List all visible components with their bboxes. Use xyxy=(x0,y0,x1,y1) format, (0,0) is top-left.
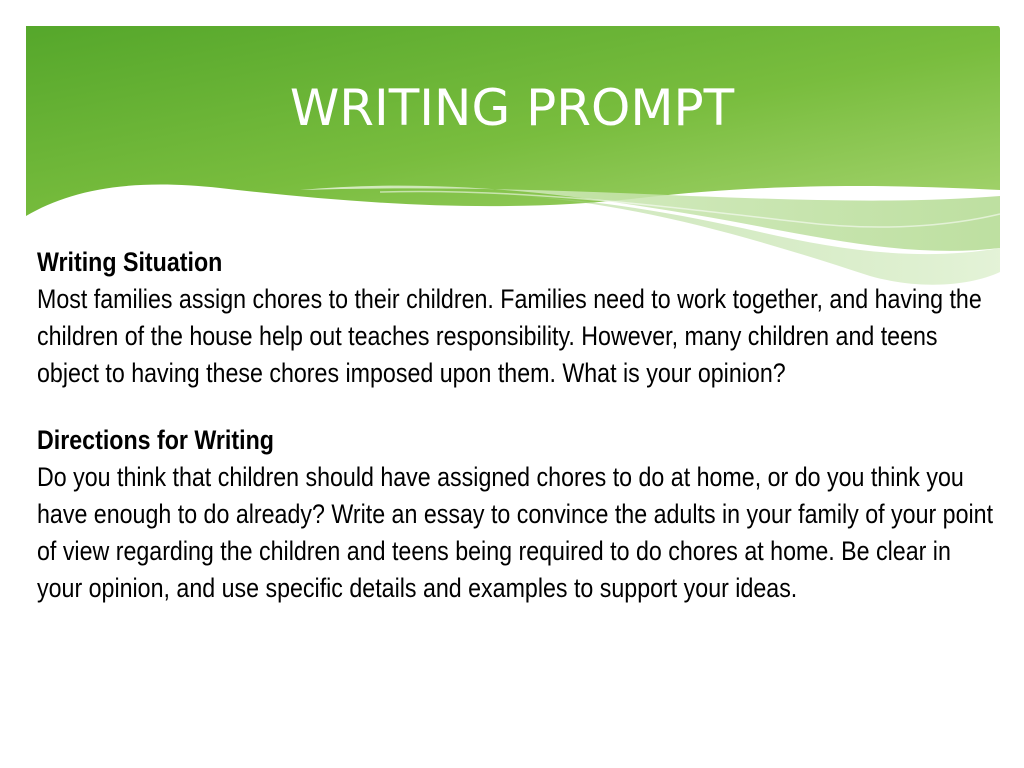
section-heading: Directions for Writing xyxy=(37,425,274,455)
section-writing-situation xyxy=(37,244,982,392)
section-text: Most families assign chores to their children. Families need to work together, and having the children of the house help out teaches responsibility. However, many children and teens object to having these chores imposed upon them. What is your opinion? xyxy=(37,284,982,388)
section-text: Do you think that children should have assigned chores to do at home, or do you think you have enough to do already? Write an essay to convince the adults in your family of your point of view regarding the children and teens being required to do chores at home. Be clear in your opinion, and use specific details and examples to support your ideas. xyxy=(37,462,994,603)
section-directions-for-writing xyxy=(37,422,994,607)
slide-body xyxy=(37,244,994,637)
section-heading: Writing Situation xyxy=(37,247,223,277)
slide-title: WRITING PROMPT xyxy=(289,79,735,137)
